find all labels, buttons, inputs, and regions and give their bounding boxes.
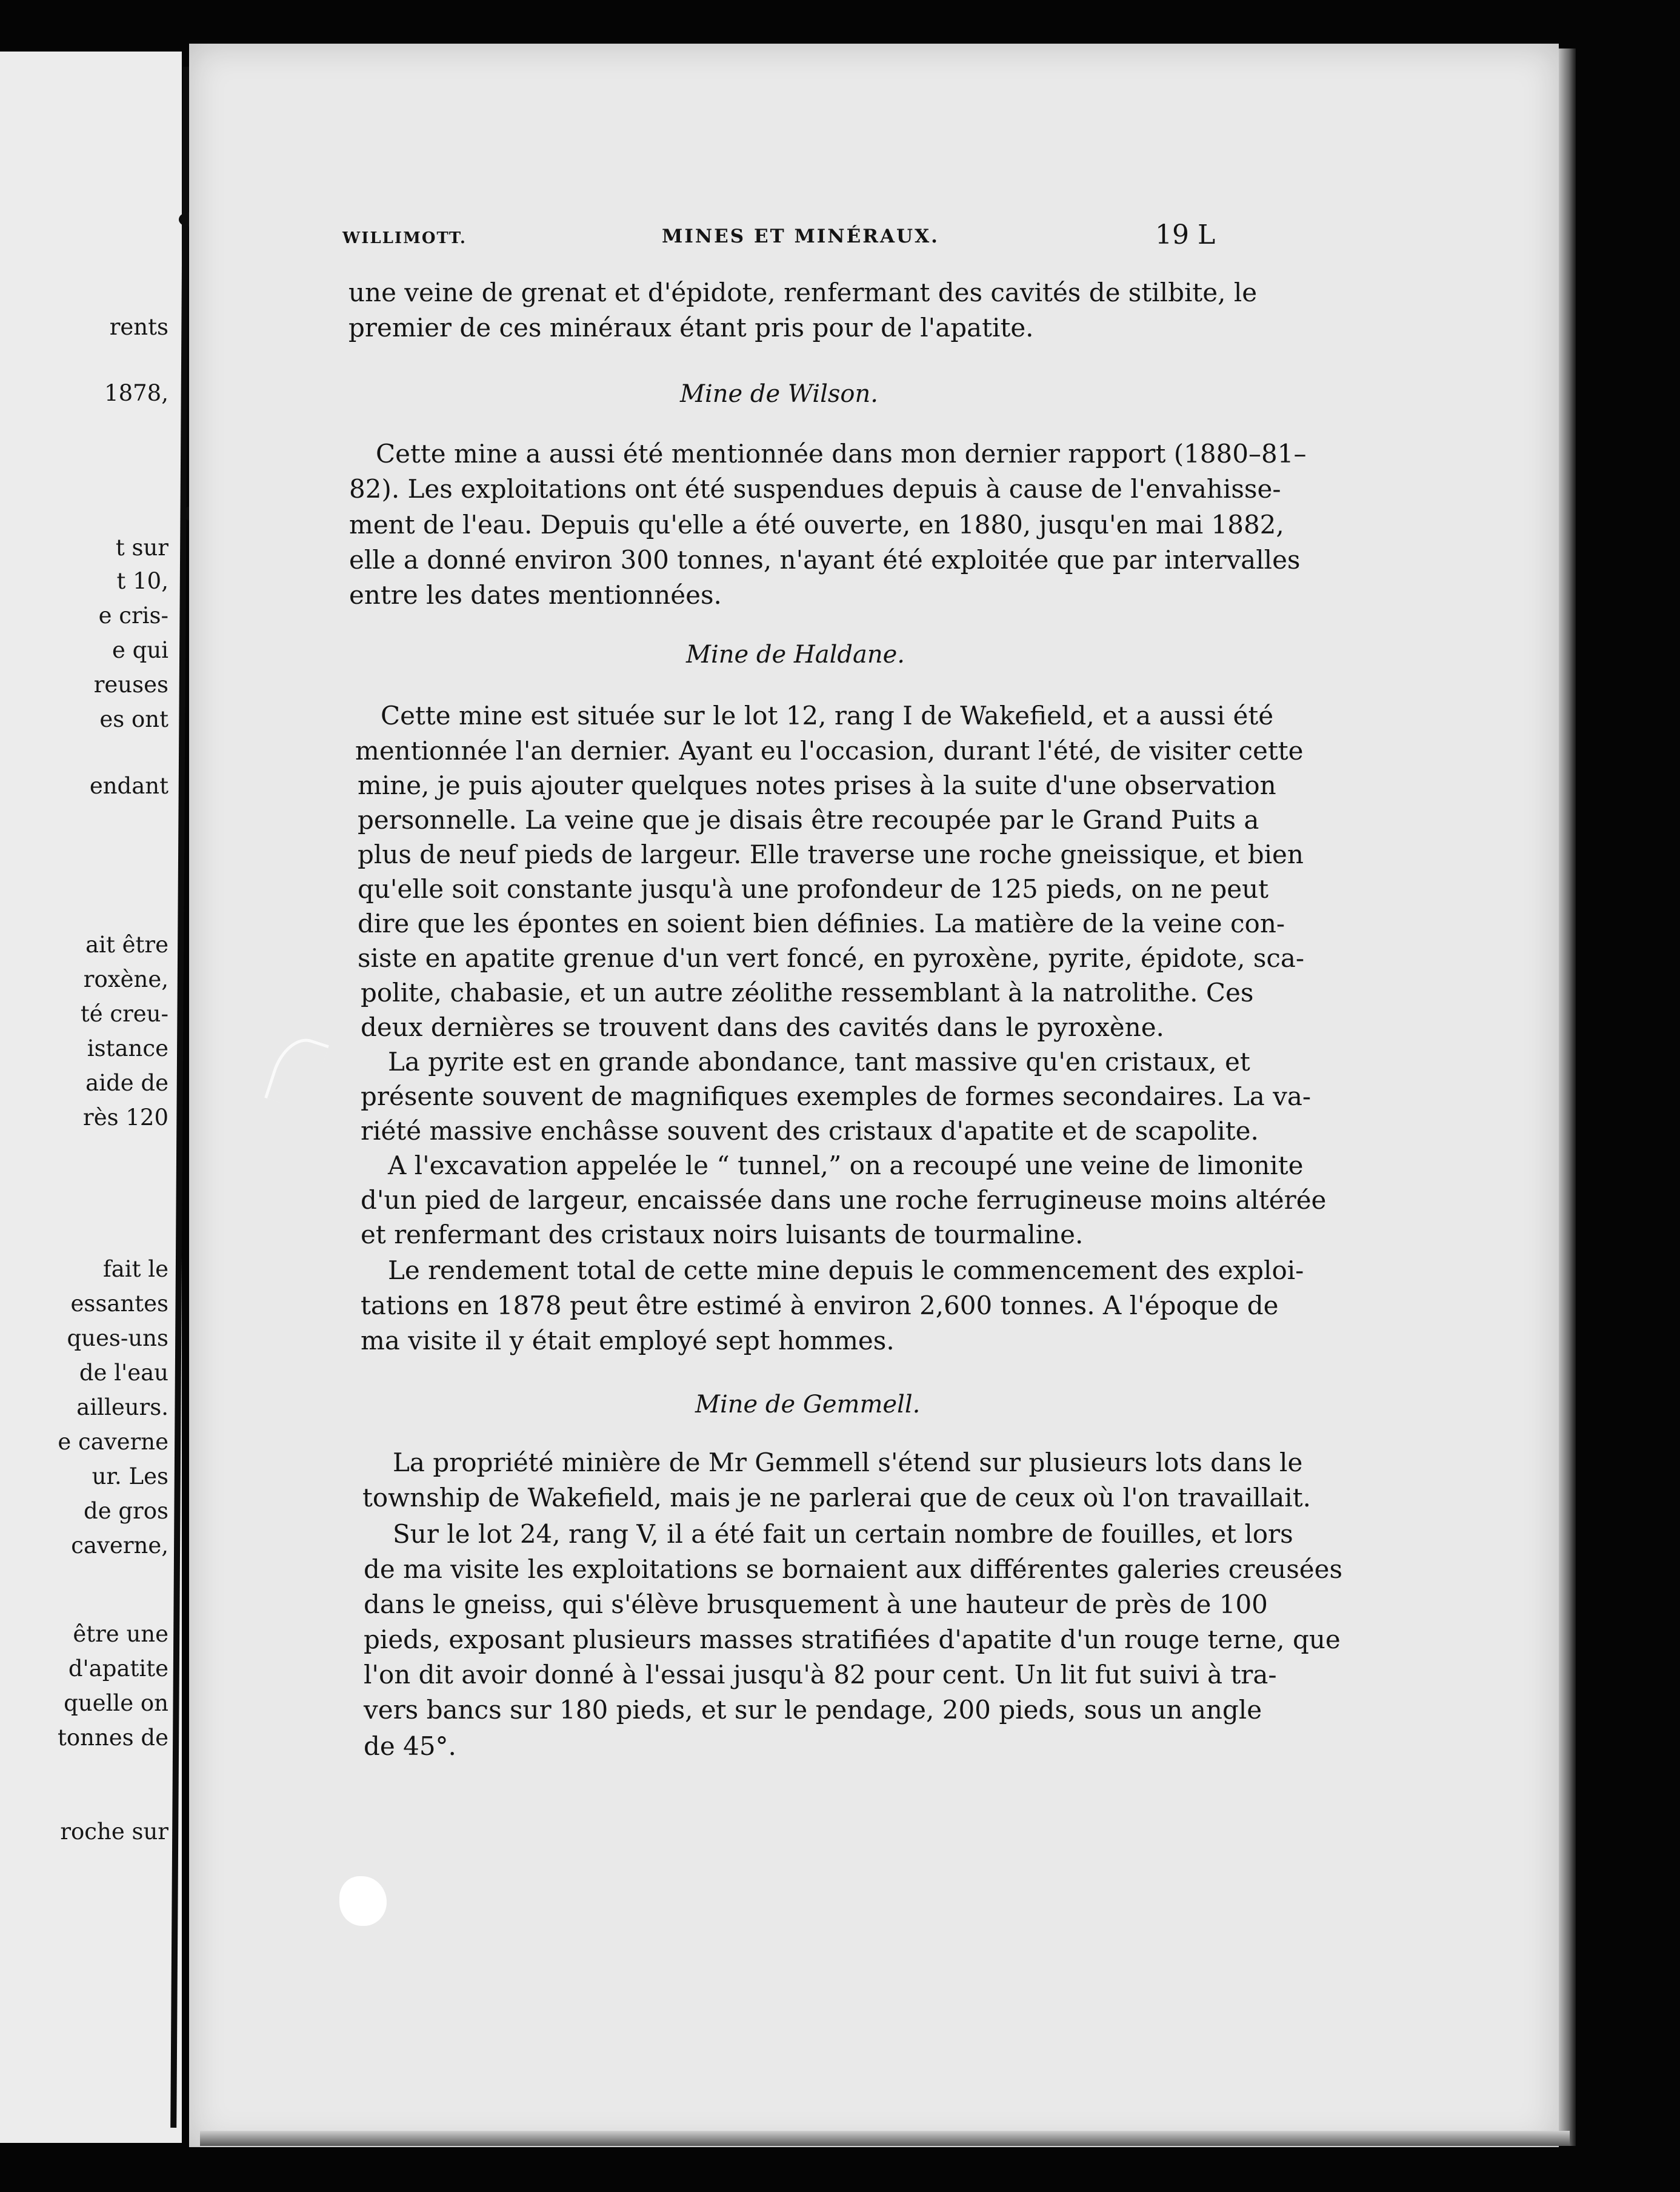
text-line: de ma visite les exploitations se bornaient aux différentes galeries creusées [364, 1554, 1343, 1584]
text-line: Cette mine a aussi été mentionnée dans mon dernier rapport (1880–81– [376, 439, 1307, 469]
text-line: qu'elle soit constante jusqu'à une profondeur de 125 pieds, on ne peut [358, 874, 1269, 904]
previous-page-fragment: fait le [103, 1256, 168, 1282]
previous-page-fragment: de l'eau [79, 1360, 168, 1386]
text-line: plus de neuf pieds de largeur. Elle traverse une roche gneissique, et bien [358, 840, 1304, 869]
text-line: La pyrite est en grande abondance, tant massive qu'en cristaux, et [388, 1047, 1250, 1077]
previous-page-fragment: e caverne [58, 1429, 168, 1455]
previous-page-fragment: endant [89, 773, 168, 799]
previous-page-fragment: t 10, [116, 568, 168, 594]
previous-page-fragment: quelle on [64, 1690, 168, 1716]
previous-page-fragment: ur. Les [92, 1463, 168, 1489]
previous-page-fragment: roche sur [60, 1819, 168, 1845]
text-line: 82). Les exploitations ont été suspendues depuis à cause de l'envahisse- [349, 474, 1281, 504]
text-line: elle a donné environ 300 tonnes, n'ayant été exploitée que par intervalles [349, 545, 1301, 575]
text-line: Sur le lot 24, rang V, il a été fait un certain nombre de fouilles, et lors [393, 1519, 1293, 1549]
previous-page-fragment: reuses [93, 672, 168, 698]
text-line: dans le gneiss, qui s'élève brusquement à une hauteur de près de 100 [364, 1589, 1268, 1619]
text-line: ment de l'eau. Depuis qu'elle a été ouverte, en 1880, jusqu'en mai 1882, [349, 510, 1284, 540]
section-heading: Mine de Wilson. [680, 380, 878, 408]
text-line: Cette mine est située sur le lot 12, rang I de Wakefield, et a aussi été [381, 701, 1274, 730]
text-line: l'on dit avoir donné à l'essai jusqu'à 82 pour cent. Un lit fut suivi à tra- [364, 1660, 1277, 1689]
running-head-title: MINES ET MINÉRAUX. [662, 226, 939, 247]
text-line: d'un pied de largeur, encaissée dans une roche ferrugineuse moins altérée [361, 1185, 1327, 1215]
text-line: A l'excavation appelée le “ tunnel,” on a recoupé une veine de limonite [388, 1151, 1304, 1180]
text-line: siste en apatite grenue d'un vert foncé, en pyroxène, pyrite, épidote, sca- [358, 943, 1305, 973]
text-line: Le rendement total de cette mine depuis le commencement des exploi- [388, 1255, 1304, 1285]
previous-page-fragment: e cris- [98, 603, 168, 629]
previous-page-fragment: e qui [112, 637, 168, 663]
text-line: entre les dates mentionnées. [349, 580, 722, 610]
previous-page-fragment: essantes [70, 1291, 168, 1317]
text-line: deux dernières se trouvent dans des cavités dans le pyroxène. [361, 1012, 1164, 1042]
page-bottom-edge [200, 2131, 1570, 2146]
previous-page-fragment: istance [87, 1035, 168, 1061]
text-line: polite, chabasie, et un autre zéolithe ressemblant à la natrolithe. Ces [361, 978, 1254, 1007]
paper-blemish [339, 1876, 387, 1926]
previous-page-fragment: de gros [84, 1498, 168, 1524]
page-number: 19 L [1155, 219, 1216, 250]
previous-page-fragment: être une [73, 1621, 168, 1647]
text-line: ma visite il y était employé sept hommes. [361, 1326, 895, 1355]
previous-page-fragment: tonnes de [57, 1725, 168, 1751]
previous-page-fragment: 1878, [104, 380, 168, 406]
text-line: dire que les épontes en soient bien définies. La matière de la veine con- [358, 909, 1285, 938]
previous-page-fragment: roxène, [83, 966, 168, 992]
running-head-author: WILLIMOTT. [342, 229, 467, 247]
text-line: et renfermant des cristaux noirs luisants de tourmaline. [361, 1220, 1084, 1249]
text-line: présente souvent de magnifiques exemples de formes secondaires. La va- [361, 1081, 1312, 1111]
section-heading: Mine de Haldane. [686, 641, 905, 669]
page-edge-shadow [1559, 48, 1576, 2146]
previous-page-margin [0, 52, 182, 2143]
text-line: vers bancs sur 180 pieds, et sur le pendage, 200 pieds, sous un angle [364, 1695, 1262, 1725]
previous-page-fragment: es ont [99, 706, 168, 732]
text-line: mentionnée l'an dernier. Ayant eu l'occasion, durant l'été, de visiter cette [355, 736, 1304, 766]
previous-page-fragment: d'apatite [68, 1656, 168, 1682]
text-line: mine, je puis ajouter quelques notes prises à la suite d'une observation [358, 770, 1276, 800]
text-line: riété massive enchâsse souvent des cristaux d'apatite et de scapolite. [361, 1116, 1259, 1146]
text-line: tations en 1878 peut être estimé à environ 2,600 tonnes. A l'époque de [361, 1291, 1279, 1320]
previous-page-fragment: ques-uns [67, 1325, 168, 1351]
previous-page-fragment: caverne, [71, 1532, 168, 1559]
text-line: premier de ces minéraux étant pris pour de l'apatite. [348, 313, 1034, 343]
text-line: personnelle. La veine que je disais être recoupée par le Grand Puits a [358, 805, 1259, 835]
text-line: de 45°. [364, 1731, 456, 1761]
previous-page-fragment: aide de [85, 1070, 168, 1096]
previous-page-fragment: té creu- [80, 1001, 168, 1027]
text-line: une veine de grenat et d'épidote, renfermant des cavités de stilbite, le [348, 278, 1258, 307]
section-heading: Mine de Gemmell. [695, 1391, 921, 1418]
previous-page-fragment: ailleurs. [76, 1394, 168, 1420]
previous-page-fragment: t sur [115, 535, 168, 561]
previous-page-fragment: ait être [85, 932, 168, 958]
previous-page-fragment: rents [109, 314, 168, 340]
text-line: La propriété minière de Mr Gemmell s'étend sur plusieurs lots dans le [393, 1448, 1303, 1477]
text-line: pieds, exposant plusieurs masses stratifiées d'apatite d'un rouge terne, que [364, 1625, 1341, 1654]
text-line: township de Wakefield, mais je ne parlerai que de ceux où l'on travaillait. [362, 1483, 1311, 1512]
previous-page-fragment: rès 120 [83, 1104, 168, 1131]
